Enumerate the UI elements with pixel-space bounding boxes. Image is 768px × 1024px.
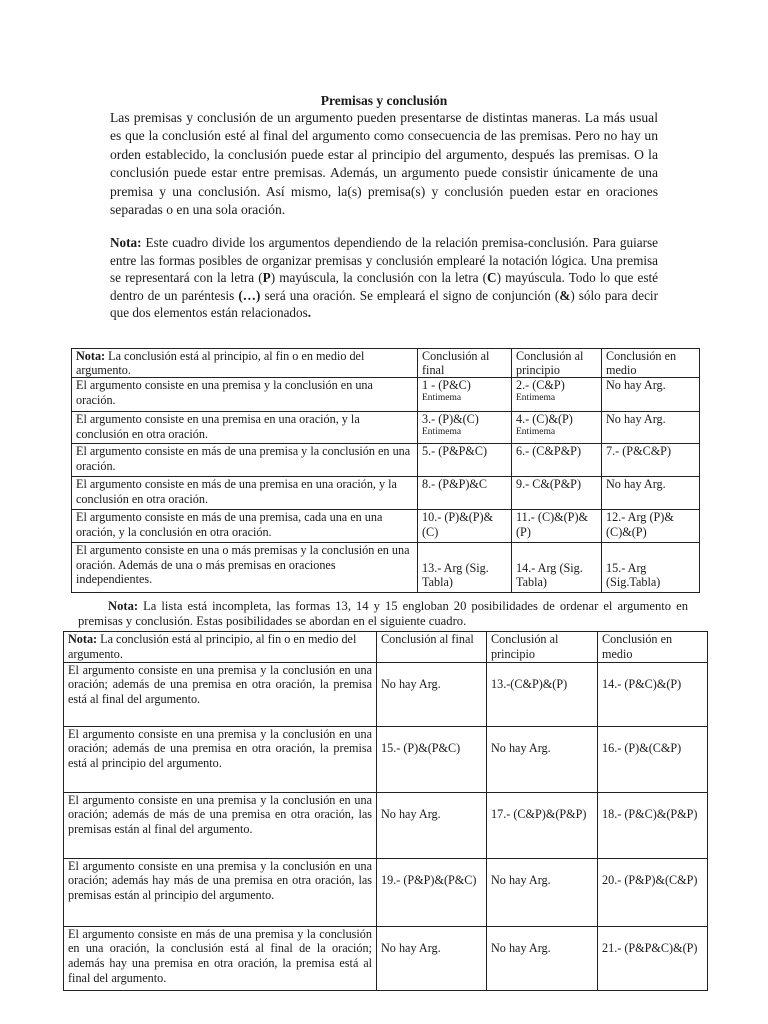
nota-segment: C: [487, 270, 497, 286]
col-header-medio: Conclusión en medio: [598, 632, 708, 663]
row-description: El argumento consiste en una premisa y la conclusión en una oración; además hay más de una premisa en otra oración, las premisas están al principio del argumento.: [64, 858, 377, 926]
form-cell: No hay Arg.: [487, 926, 598, 990]
form-cell: [602, 412, 700, 444]
form-cell: No hay Arg.: [377, 926, 487, 990]
form-cell: [602, 477, 700, 510]
nota-segment: ) mayúscula, la conclusión con la letra (: [270, 270, 488, 286]
form-cell: 21.- (P&P&C)&(P): [598, 926, 708, 990]
form-notation: No hay Arg.: [606, 477, 666, 492]
nota-segment: &: [559, 287, 571, 303]
form-cell: [602, 543, 700, 593]
form-cell: 16.- (P)&(C&P): [598, 726, 708, 792]
col-header-principio: Conclusión al principio: [512, 349, 602, 378]
form-cell: No hay Arg.: [487, 858, 598, 926]
row-description: El argumento consiste en una premisa y la conclusión en una oración.: [72, 378, 418, 412]
form-cell: No hay Arg.: [377, 662, 487, 726]
note2-label: Nota:: [108, 599, 139, 613]
header-note-label: Nota:: [68, 632, 98, 646]
nota-segment: ) sólo para decir que dos elementos están relacionados: [110, 287, 658, 321]
form-cell: 13.-(C&P)&(P): [487, 662, 598, 726]
table-header-row: [72, 349, 700, 378]
nota-segment: Este cuadro divide los argumentos dependiendo de la relación premisa-conclusión. Para guiarse entre las formas posibles de organizar premisas y conclusión emplearé la notación lógica. Una premisa se representará con la letra (: [110, 235, 658, 286]
table-row: [64, 792, 708, 858]
intro-paragraph: Las premisas y conclusión de un argumento pueden presentarse de distintas maneras. La más usual es que la conclusión esté al final del argumento como consecuencia de las premisas. Pero no hay un orden establecido, la conclusión puede estar al principio del argumento, después las premisas. O la conclusión puede estar entre premisas. Además, un argumento puede consistir únicamente de una premisa y una conclusión. Así mismo, la(s) premisa(s) y conclusión pueden estar en oraciones separadas o en una sola oración.: [110, 110, 658, 218]
form-cell: [418, 477, 512, 510]
form-notation: 2.- (C&P): [516, 378, 565, 393]
incomplete-list-note: [78, 599, 688, 629]
col-header-final: Conclusión al final: [418, 349, 512, 378]
row-description: El argumento consiste en una premisa y la conclusión en una oración; además de una premisa en otra oración, la premisa está al final del argumento.: [64, 662, 377, 726]
form-cell: [602, 378, 700, 412]
form-cell: [418, 412, 512, 444]
nota-text: [110, 235, 658, 320]
argument-forms-table: [71, 348, 700, 593]
row-description: El argumento consiste en más de una premisa, cada una en una oración, y la conclusión en otra oración.: [72, 510, 418, 543]
extended-forms-table: [63, 631, 708, 991]
form-subtype: Entimema: [422, 426, 462, 437]
row-description: El argumento consiste en una premisa y la conclusión en una oración; además de más de una premisa en otra oración, las premisas están al final del argumento.: [64, 792, 377, 858]
table-row: [72, 477, 700, 510]
table-row: [72, 444, 700, 477]
nota-segment: será una oración. Se empleará el signo de conjunción (: [260, 287, 560, 303]
header-note-text: La conclusión está al principio, al fin o en medio del argumento.: [68, 632, 357, 661]
table-row: [72, 543, 700, 593]
form-cell: [602, 444, 700, 477]
form-subtype: Entimema: [422, 392, 462, 403]
form-cell: 20.- (P&P)&(C&P): [598, 858, 708, 926]
form-notation: 3.- (P)&(C): [422, 412, 479, 427]
form-notation: 1 - (P&C): [422, 378, 471, 393]
nota-segment: ) mayúscula. Todo lo que esté dentro de un paréntesis: [110, 270, 658, 303]
form-cell: [512, 378, 602, 412]
table-header-row: [64, 632, 708, 663]
form-notation: 6.- (C&P&P): [516, 444, 582, 459]
nota-label: Nota:: [110, 235, 142, 250]
row-description: El argumento consiste en más de una premisa y la conclusión en una oración, la conclusión está al final de la oración; además hay una premisa en otra oración, la premisa está al final del argumento.: [64, 926, 377, 990]
nota-segment: .: [307, 305, 312, 321]
form-cell: [512, 543, 602, 593]
col-header-final: Conclusión al final: [377, 632, 487, 663]
nota-segment: (…): [238, 287, 261, 303]
form-subtype: Entimema: [516, 426, 556, 437]
form-notation: 13.- Arg (Sig. Tabla): [422, 561, 489, 590]
form-notation: 14.- Arg (Sig. Tabla): [516, 561, 583, 590]
table-row: [64, 726, 708, 792]
table-row: [72, 378, 700, 412]
form-cell: [512, 477, 602, 510]
header-note-text: La conclusión está al principio, al fin o en medio del argumento.: [76, 349, 365, 378]
form-cell: [418, 510, 512, 543]
col-header-principio: Conclusión al principio: [487, 632, 598, 663]
nota-segment: P: [262, 270, 271, 286]
form-cell: 15.- (P)&(P&C): [377, 726, 487, 792]
table-row: [64, 926, 708, 990]
form-cell: 14.- (P&C)&(P): [598, 662, 708, 726]
row-description: El argumento consiste en más de una premisa en una oración, y la conclusión en otra oración.: [72, 477, 418, 510]
form-notation: 15.- Arg (Sig.Tabla): [606, 561, 661, 590]
form-notation: No hay Arg.: [606, 412, 666, 427]
form-notation: 11.- (C)&(P)&(P): [516, 510, 588, 539]
form-cell: [512, 444, 602, 477]
form-notation: 5.- (P&P&C): [422, 444, 488, 459]
table-row: [64, 858, 708, 926]
header-note-cell: [72, 349, 418, 378]
form-cell: [418, 543, 512, 593]
form-cell: No hay Arg.: [487, 726, 598, 792]
row-description: El argumento consiste en más de una premisa y la conclusión en una oración.: [72, 444, 418, 477]
form-notation: No hay Arg.: [606, 378, 666, 393]
form-notation: 9.- C&(P&P): [516, 477, 582, 492]
page-title: Premisas y conclusión: [320, 93, 448, 108]
row-description: El argumento consiste en una o más premisas y la conclusión en una oración. Además de una o más premisas en oraciones independientes.: [72, 543, 418, 593]
header-note-cell: [64, 632, 377, 663]
row-description: El argumento consiste en una premisa en una oración, y la conclusión en otra oración.: [72, 412, 418, 444]
form-cell: [418, 444, 512, 477]
nota-paragraph: [110, 234, 658, 322]
form-notation: 8.- (P&P)&C: [422, 477, 488, 492]
form-cell: 18.- (P&C)&(P&P): [598, 792, 708, 858]
form-notation: 12.- Arg (P)&(C)&(P): [606, 510, 674, 539]
note2-text: La lista está incompleta, las formas 13, 14 y 15 engloban 20 posibilidades de ordenar el argumento en premisas y conclusión. Estas posibilidades se abordan en el siguiente cuadro.: [78, 599, 688, 628]
form-cell: 19.- (P&P)&(P&C): [377, 858, 487, 926]
table-row: [72, 412, 700, 444]
form-cell: [418, 378, 512, 412]
row-description: El argumento consiste en una premisa y la conclusión en una oración; además de una premisa en otra oración, la premisa está al principio del argumento.: [64, 726, 377, 792]
table-row: [64, 662, 708, 726]
header-note-label: Nota:: [76, 349, 106, 363]
form-cell: No hay Arg.: [377, 792, 487, 858]
form-notation: 4.- (C)&(P): [516, 412, 573, 427]
col-header-medio: Conclusión en medio: [602, 349, 700, 378]
form-cell: 17.- (C&P)&(P&P): [487, 792, 598, 858]
table-row: [72, 510, 700, 543]
form-cell: [512, 510, 602, 543]
form-notation: 7.- (P&C&P): [606, 444, 672, 459]
form-cell: [512, 412, 602, 444]
form-subtype: Entimema: [516, 392, 556, 403]
form-notation: 10.- (P)&(P)&(C): [422, 510, 494, 539]
form-cell: [602, 510, 700, 543]
